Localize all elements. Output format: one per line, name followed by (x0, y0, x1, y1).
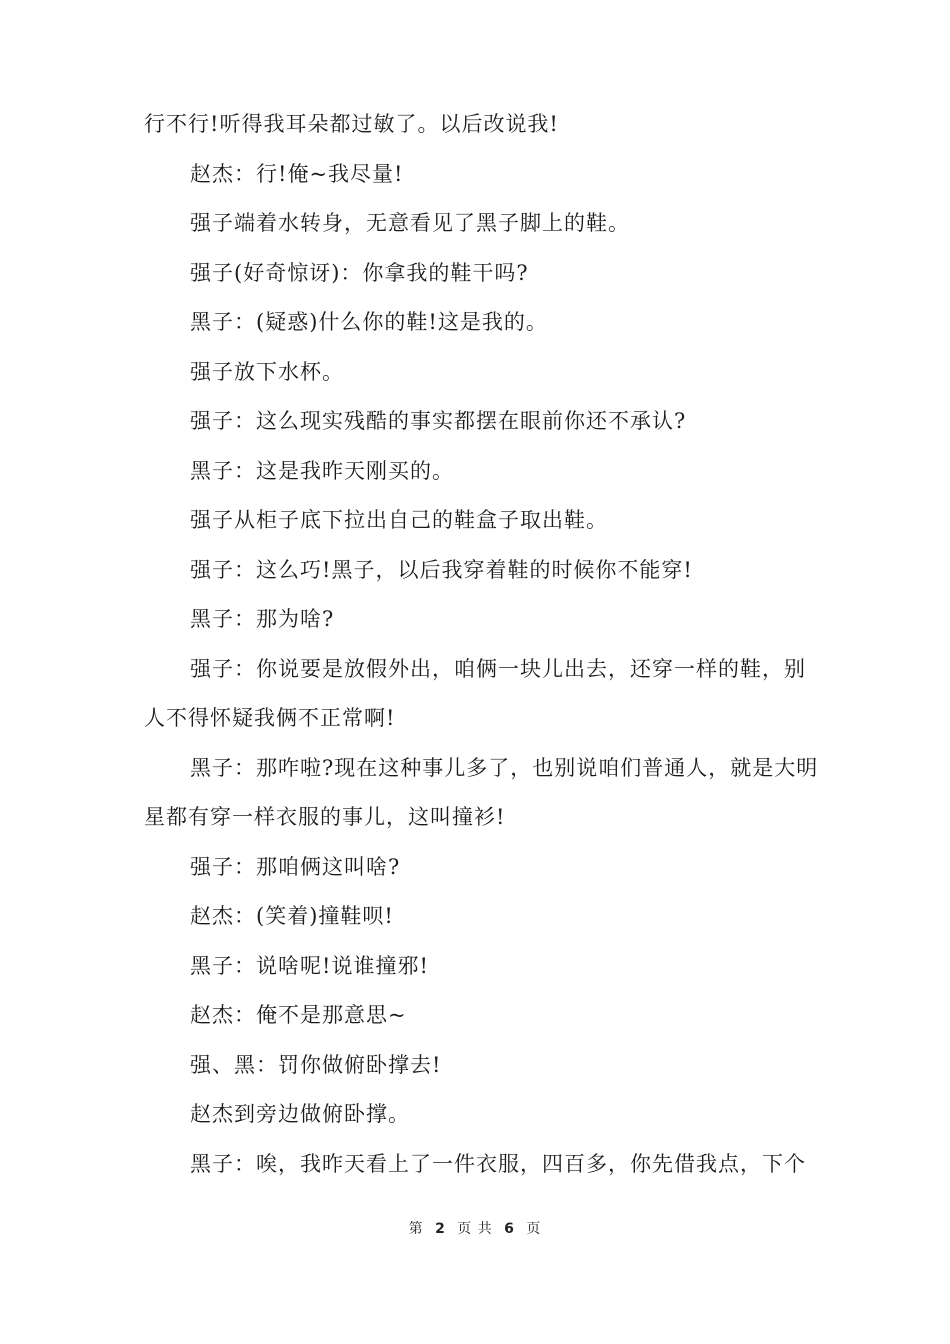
paragraph: 黑子：那为啥? (190, 607, 335, 631)
paragraph: 强子：你说要是放假外出，咱俩一块儿出去，还穿一样的鞋，别人不得怀疑我俩不正常啊! (144, 656, 806, 730)
paragraph: 强、黑：罚你做俯卧撑去! (190, 1052, 442, 1077)
paragraph: 赵杰：行!俺~我尽量! (190, 161, 404, 186)
paragraph: 黑子：唉，我昨天看上了一件衣服，四百多，你先借我点，下个 (190, 1151, 806, 1176)
paragraph: 赵杰到旁边做俯卧撑。 (190, 1102, 410, 1126)
paragraph: 黑子：那咋啦?现在这种事儿多了，也别说咱们普通人，就是大明星都有穿一样衣服的事儿，这叫撞衫! (144, 755, 819, 829)
page-footer (0, 1218, 950, 1238)
document-body (144, 100, 824, 1189)
paragraph: 强子放下水杯。 (190, 359, 344, 384)
paragraph: 赵杰：(笑着)撞鞋呗! (190, 904, 394, 928)
paragraph: 赵杰：俺不是那意思~ (190, 1003, 407, 1027)
paragraph: 黑子：(疑惑)什么你的鞋!这是我的。 (190, 310, 548, 334)
paragraph: 黑子：说啥呢!说谁撞邪! (190, 953, 429, 978)
paragraph-continuation: 行不行!听得我耳朵都过敏了。以后改说我! (144, 112, 559, 136)
paragraph: 强子：这么巧!黑子，以后我穿着鞋的时候你不能穿! (190, 557, 693, 582)
paragraph: 强子(好奇惊讶)：你拿我的鞋干吗? (190, 260, 529, 285)
paragraph: 黑子：这是我昨天刚买的。 (190, 458, 454, 483)
footer-prefix: 第 (408, 1221, 424, 1237)
paragraph: 强子从柜子底下拉出自己的鞋盒子取出鞋。 (190, 508, 608, 532)
paragraph: 强子端着水转身，无意看见了黑子脚上的鞋。 (190, 211, 630, 235)
footer-middle: 页 共 (457, 1221, 493, 1237)
paragraph: 强子：这么现实残酷的事实都摆在眼前你还不承认? (190, 409, 687, 433)
footer-total-pages: 6 (504, 1221, 515, 1237)
paragraph: 强子：那咱俩这叫啥? (190, 854, 401, 879)
footer-suffix: 页 (526, 1221, 542, 1237)
footer-page-number: 2 (435, 1221, 446, 1237)
